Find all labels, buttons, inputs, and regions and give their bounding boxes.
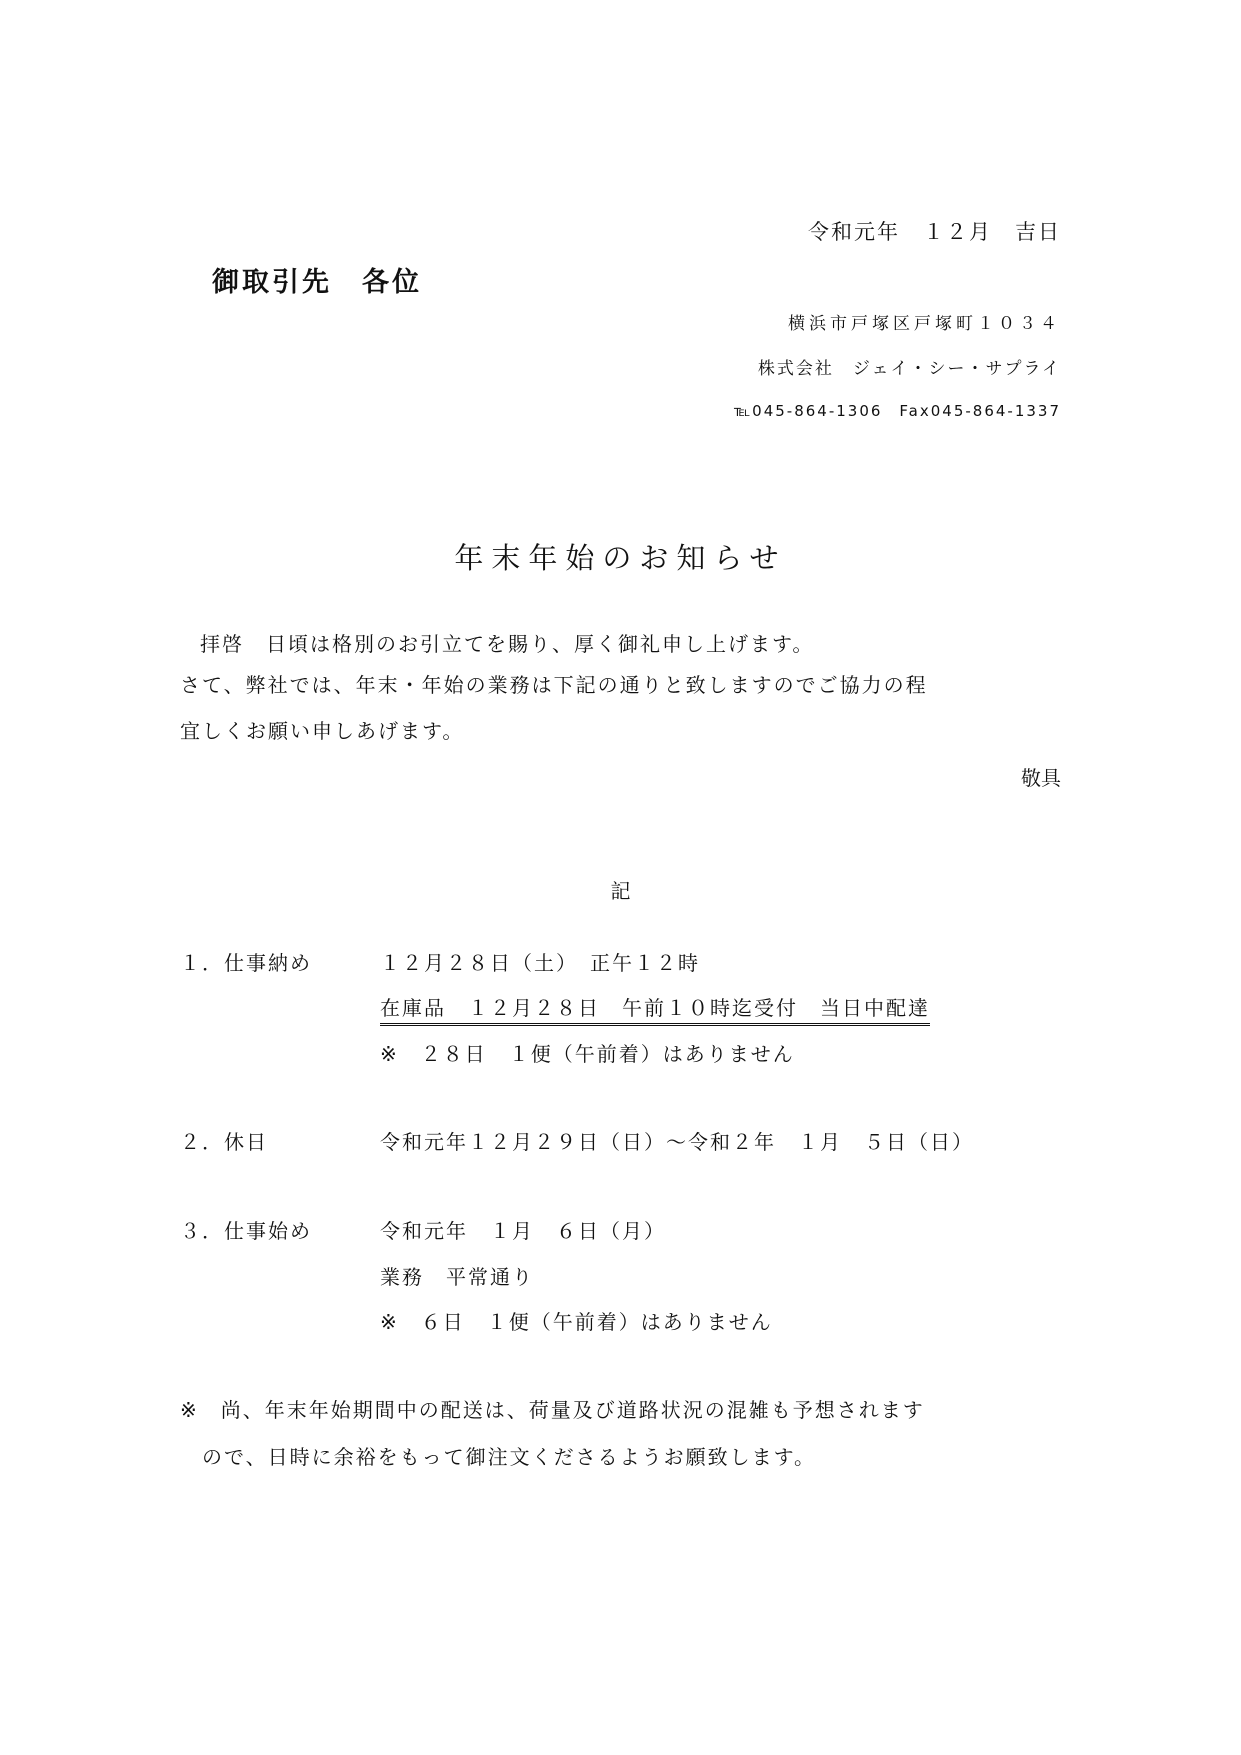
- item-3-line-2: 業務 平常通り: [380, 1265, 534, 1289]
- item-3-label: ３．仕事始め: [180, 1219, 312, 1243]
- item-3-line-3: ※ ６日 １便（午前着）はありません: [380, 1310, 773, 1334]
- item-1-label: １．仕事納め: [180, 951, 312, 975]
- item-1-line-1: １２月２８日（土） 正午１２時: [380, 951, 700, 975]
- recipient: 御取引先 各位: [212, 267, 422, 298]
- body-line-2: さて、弊社では、年末・年始の業務は下記の通りと致しますのでご協力の程: [180, 673, 928, 697]
- document-date: 令和元年 １２月 吉日: [808, 220, 1061, 244]
- closing-word: 敬具: [1021, 766, 1061, 790]
- item-1-line-2: 在庫品 １２月２８日 午前１０時迄受付 当日中配達: [380, 992, 930, 1026]
- note-line-2: ので、日時に余裕をもって御注文くださるようお願致します。: [202, 1445, 816, 1469]
- item-2-line-1: 令和元年１２月２９日（日）～令和２年 １月 ５日（日）: [380, 1130, 974, 1154]
- item-1-line-3: ※ ２８日 １便（午前着）はありません: [380, 1042, 795, 1066]
- item-3-line-1: 令和元年 １月 ６日（月）: [380, 1219, 666, 1243]
- document-title: 年末年始のお知らせ: [454, 541, 787, 575]
- ki-heading: 記: [610, 879, 631, 903]
- item-2-label: ２．休日: [180, 1130, 268, 1154]
- sender-company: 株式会社 ジェイ・シー・サプライ: [757, 359, 1061, 379]
- body-line-1: 拝啓 日頃は格別のお引立てを賜り、厚く御礼申し上げます。: [200, 632, 815, 656]
- sender-contact: ℡045-864-1306 Fax045-864-1337: [734, 402, 1061, 420]
- sender-address: 横浜市戸塚区戸塚町１０３４: [788, 314, 1061, 334]
- body-line-3: 宜しくお願い申しあげます。: [180, 719, 465, 743]
- note-line-1: ※ 尚、年末年始期間中の配送は、荷量及び道路状況の混雑も予想されます: [180, 1398, 925, 1422]
